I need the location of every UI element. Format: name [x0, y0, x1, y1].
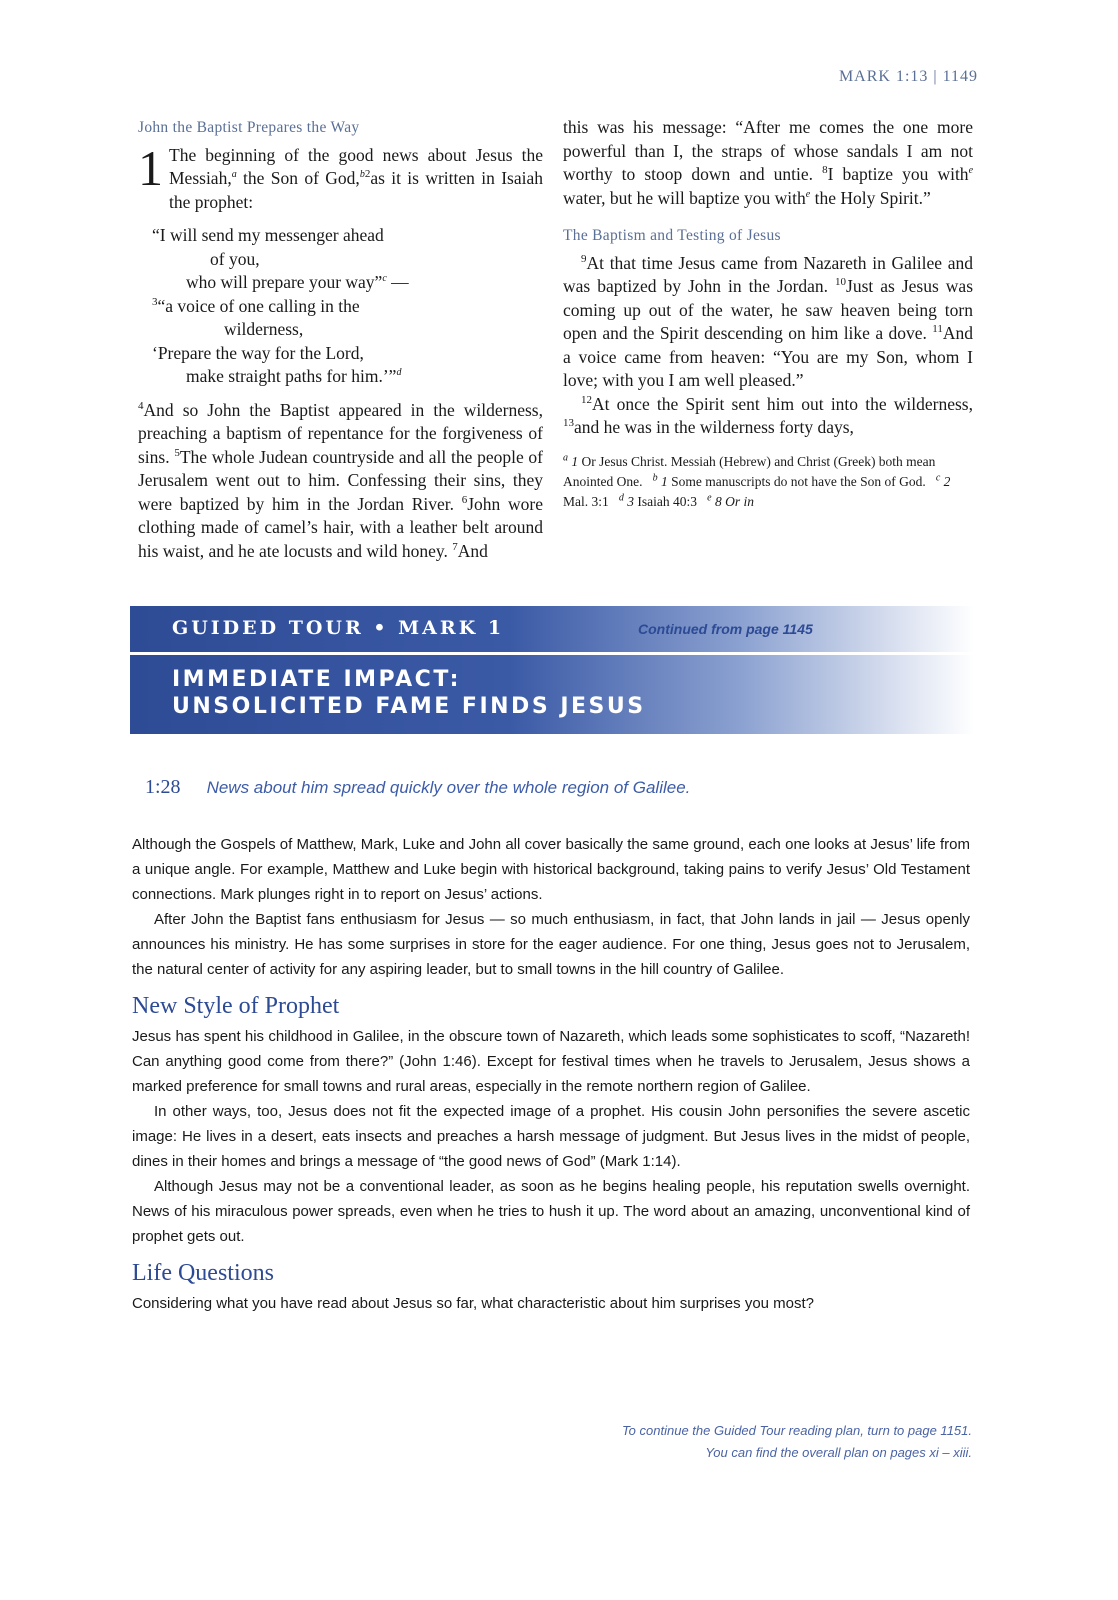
footnote-e: $^e$ 8 Or in [707, 492, 754, 509]
poetry-line: who will prepare your way”$^c$ — [186, 272, 409, 292]
essay-heading-new-style: New Style of Prophet [132, 993, 340, 1019]
key-verse-text: News about him spread quickly over the whole region of Galilee. [206, 778, 691, 797]
footnote-marker[interactable]: a [231, 169, 237, 181]
poetry-line: wilderness, [224, 319, 304, 339]
tour-note-line: You can find the overall plan on pages xi – xiii. [705, 1445, 972, 1460]
guided-tour-topbar [130, 606, 974, 655]
tour-note-line: To continue the Guided Tour reading plan, turn to page 1151. [621, 1423, 972, 1438]
verse-number: 3 [152, 295, 158, 308]
footnote-marker[interactable]: e [968, 165, 974, 177]
essay-heading-life-questions: Life Questions [132, 1260, 274, 1286]
poetry-line: “I will send my messenger ahead [152, 225, 384, 245]
verses-12-13: $^{12}$At once the Spirit sent him out into the wilderness, $^{13}$and he was in the wilderness forty days, [563, 393, 973, 437]
key-verse [145, 776, 690, 799]
tour-continuation-note [622, 1420, 972, 1464]
verse-number: 12 [581, 393, 592, 406]
verses-7-8: this was his message: “After me comes the one more powerful than I, the straps of whose sandals I am not worthy to stoop down and untie. $^8$I baptize you with$^e$ water, but he will baptize you with$^e$ the Holy Spirit.” [563, 117, 974, 208]
footnote-c: $^c$ 2 Mal. 3:1 [563, 472, 951, 509]
poetry-line: ‘Prepare the way for the Lord, [152, 342, 364, 363]
isaiah-quotation [152, 224, 543, 389]
essay-paragraph: After John the Baptist fans enthusiasm for Jesus — so much enthusiasm, in fact, that John lands in jail — Jesus openly announces his ministry. He has some surprises in store for the eager audience. For one thing, Jesus goes not to Jerusalem, the natural center of activity for any aspiring leader, but to small towns in the hill country of Galilee. [132, 911, 970, 978]
poetry-line: of you, [210, 248, 260, 269]
verse-number: 4 [138, 399, 144, 412]
essay-paragraph: Although the Gospels of Matthew, Mark, Luke and John all cover basically the same ground, each one looks at Jesus’ life from a unique angle. For example, Matthew and Luke begin with historical background, taking pains to verify Jesus’ Old Testament connections. Mark plunges right in to report on Jesus’ actions. [132, 836, 970, 903]
chapter-number: 1 [138, 139, 163, 196]
footnote-b: $^b$ 1 Some manuscripts do not have the Son of God. [652, 472, 926, 489]
running-head: MARK 1:13 | 1149 [838, 68, 978, 85]
guided-tour-title: IMMEDIATE IMPACT: UNSOLICITED FAME FINDS JESUS [172, 667, 646, 719]
guided-tour-banner [130, 606, 974, 734]
verse-number: 13 [563, 417, 574, 430]
verses-9-11: $^9$At that time Jesus came from Nazareth in Galilee and was baptized by John in the Jordan. $^{10}$Just as Jesus was coming up out of the water, he saw heaven being torn open and the Spirit descending on him like a dove. $^{11}$And a voice came from heaven: “You are my Son, whom I love; with you I am well pleased.” [563, 252, 974, 390]
verse-number: 11 [932, 323, 943, 336]
footnote-d: $^d$ 3 Isaiah 40:3 [618, 492, 697, 509]
verse-1-2: The beginning of the good news about Jesus the Messiah,$^a$ the Son of God,$^{b2}$as it is written in Isaiah the prophet: [169, 144, 543, 212]
footnote-marker[interactable]: e [805, 188, 811, 200]
footnote-marker[interactable]: d [396, 367, 402, 379]
guided-tour-essay [132, 832, 970, 1316]
key-verse-reference: 1:28 [145, 776, 181, 798]
footnote-a: $^a$ 1 Or Jesus Christ. Messiah (Hebrew) and Christ (Greek) both mean Anointed One. [563, 452, 936, 489]
essay-paragraph: Jesus has spent his childhood in Galilee, in the obscure town of Nazareth, which leads some sophisticates to scoff, “Nazareth! Can anything good come from there?” (John 1:46). Except for festival times when he travels to Jerusalem, Jesus shows a marked preference for small towns and rural areas, especially in the remote northern region of Galilee. [132, 1028, 970, 1095]
verse-number: 9 [581, 252, 587, 265]
continued-from-link[interactable]: Continued from page 1145 [638, 621, 813, 637]
footnotes [563, 452, 973, 512]
essay-paragraph: In other ways, too, Jesus does not fit the expected image of a prophet. His cousin John personifies the severe ascetic image: He lives in a desert, eats insects and preaches a harsh message of judgment. But Jesus lives in the midst of people, dines in their homes and brings a message of “the good news of God” (Mark 1:14). [132, 1103, 970, 1170]
essay-paragraph: Although Jesus may not be a conventional leader, as soon as he begins healing people, his reputation swells overnight. News of his miraculous power spreads, even when he tries to hush it up. The word about an amazing, unconventional kind of prophet gets out. [132, 1178, 970, 1245]
life-question: Considering what you have read about Jesus so far, what characteristic about him surprises you most? [132, 1295, 815, 1312]
section-heading-baptism: The Baptism and Testing of Jesus [563, 227, 781, 244]
verse-number: 8 [822, 164, 828, 177]
verse-number: 5 [174, 446, 180, 459]
verse-number: 6 [461, 493, 468, 506]
verse-number: 2 [364, 168, 371, 181]
guided-tour-label: GUIDED TOUR • MARK 1 [172, 617, 505, 639]
verses-4-7: $^4$And so John the Baptist appeared in the wilderness, preaching a baptism of repentance for the forgiveness of sins. $^5$The whole Judean countryside and all the people of Jerusalem went out to him. Confessing their sins, they were baptized by him in the Jordan River. $^6$John wore clothing made of camel’s hair, with a leather belt around his waist, and he ate locusts and wild honey. $^7$And [138, 399, 544, 561]
section-heading-john-the-baptist: John the Baptist Prepares the Way [138, 119, 360, 136]
footnote-marker[interactable]: b [359, 169, 365, 181]
left-column [138, 116, 543, 563]
verse-number: 10 [835, 276, 847, 289]
poetry-line: make straight paths for him.’”$^d$ [186, 366, 402, 386]
poetry-line: $^3$“a voice of one calling in the [152, 295, 360, 316]
right-column [563, 116, 973, 512]
footnote-marker[interactable]: c [382, 273, 387, 285]
chapter-opening [138, 139, 543, 215]
verse-number: 7 [452, 540, 458, 553]
